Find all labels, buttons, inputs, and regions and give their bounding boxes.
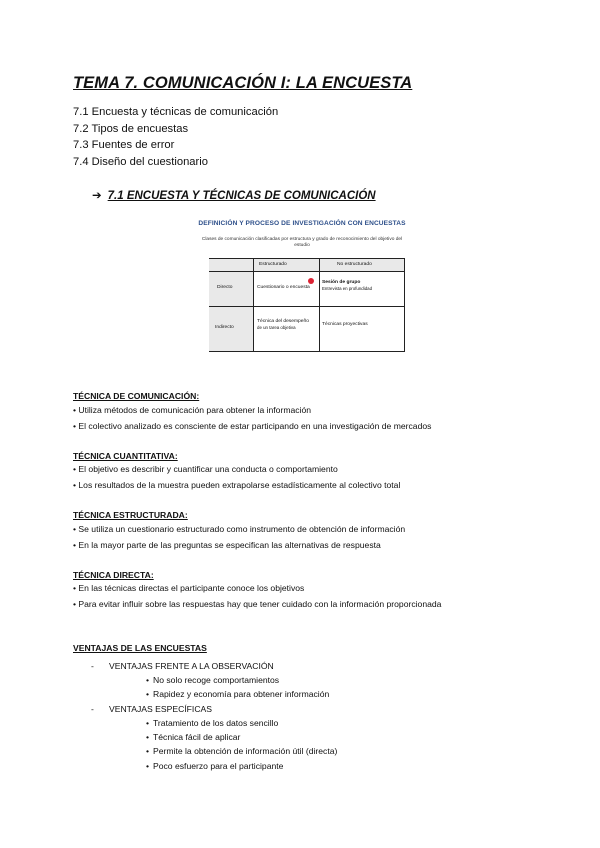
bullet-marker: • <box>146 718 150 728</box>
group-label: VENTAJAS FRENTE A LA OBSERVACIÓN <box>109 661 274 671</box>
table-line <box>209 306 405 307</box>
ventajas-items <box>146 673 329 701</box>
toc-item: 7.1 Encuesta y técnicas de comunicación <box>73 106 279 118</box>
figure-title: DEFINICIÓN Y PROCESO DE INVESTIGACIÓN CON ENCUESTAS <box>198 220 406 227</box>
bullet-list <box>73 403 431 434</box>
bullet-list <box>73 522 405 553</box>
table-cell: Técnicas proyectivas <box>322 322 368 327</box>
page-title: TEMA 7. COMUNICACIÓN I: LA ENCUESTA <box>73 74 413 92</box>
ventajas-group <box>91 659 274 673</box>
table-cell: Técnica del desempeño <box>257 319 309 324</box>
bullet-list <box>73 462 400 493</box>
bullet-marker: • <box>146 675 150 685</box>
list-item: • El colectivo analizado es consciente de estar participando en una investigación de mercados <box>73 420 432 431</box>
col-header: Estructurado <box>259 262 287 267</box>
list-item: • En la mayor parte de las preguntas se especifican las alternativas de respuesta <box>73 539 381 550</box>
list-item: • En las técnicas directas el participante conoce los objetivos <box>73 583 305 593</box>
toc-item: 7.3 Fuentes de error <box>73 139 175 151</box>
ventajas-items <box>146 716 337 773</box>
pin-icon <box>308 278 314 284</box>
list-item: • Poco esfuerzo para el participante <box>146 759 337 773</box>
table-line <box>404 258 405 352</box>
list-item: • Técnica fácil de aplicar <box>146 730 337 744</box>
table-line <box>319 258 320 352</box>
group-label: VENTAJAS ESPECÍFICAS <box>109 704 212 714</box>
list-item: • Tratamiento de los datos sencillo <box>146 716 337 730</box>
dash-marker: - <box>91 704 94 714</box>
table-cell: Cuestionario o encuesta <box>257 285 310 290</box>
communication-figure <box>195 218 409 352</box>
figure-table <box>209 258 405 368</box>
bullet-marker: • <box>146 732 150 743</box>
list-item: • Utiliza métodos de comunicación para obtener la información <box>73 405 312 415</box>
bullet-marker: • <box>146 689 150 700</box>
list-item: • Para evitar influir sobre las respuestas hay que tener cuidado con la información proporcionada <box>73 598 442 609</box>
list-item: • No solo recoge comportamientos <box>146 673 329 687</box>
block-heading: TÉCNICA DE COMUNICACIÓN: <box>73 391 200 401</box>
table-cell: Entrevista en profundidad <box>322 286 373 291</box>
bullet-marker: • <box>146 746 150 757</box>
table-line <box>209 351 405 352</box>
table-line <box>209 258 405 259</box>
block-heading: TÉCNICA ESTRUCTURADA: <box>73 510 188 520</box>
list-item: • El objetivo es describir y cuantificar una conducta o comportamiento <box>73 464 338 474</box>
table-line <box>253 258 254 352</box>
ventajas-heading: VENTAJAS DE LAS ENCUESTAS <box>73 643 207 653</box>
section-heading <box>92 188 376 202</box>
table-line <box>209 271 405 272</box>
block-heading: TÉCNICA CUANTITATIVA: <box>73 451 178 461</box>
ventajas-group <box>91 702 212 716</box>
table-cell: Sesión de grupo <box>322 280 361 285</box>
list-item: • Se utiliza un cuestionario estructurado como instrumento de obtención de información <box>73 524 406 534</box>
table-cell: de un tarea objetiva <box>257 325 296 330</box>
row-header: Directo <box>217 285 233 290</box>
dash-marker: - <box>91 661 94 671</box>
toc-item: 7.2 Tipos de encuestas <box>73 122 189 135</box>
block-heading: TÉCNICA DIRECTA: <box>73 570 154 580</box>
bullet-marker: • <box>146 760 150 771</box>
toc-item: 7.4 Diseño del cuestionario <box>73 155 208 168</box>
bullet-list <box>73 581 441 612</box>
list-item: • Los resultados de la muestra pueden extrapolarse estadísticamente al colectivo total <box>73 479 401 490</box>
list-item: • Permite la obtención de información útil (directa) <box>146 744 337 758</box>
row-header: Indirecto <box>215 325 234 330</box>
table-rowhead-shade <box>209 258 253 352</box>
table-of-contents <box>73 104 278 170</box>
arrow-right-icon: ➔ <box>92 190 102 202</box>
list-item: • Rapidez y economía para obtener información <box>146 687 329 701</box>
figure-subtitle: Clases de comunicación clasificadas por estructura y grado de reconocimiento del objetivo del estudio <box>201 237 403 248</box>
section-label: 7.1 ENCUESTA Y TÉCNICAS DE COMUNICACIÓN <box>107 190 376 202</box>
col-header: No estructurado <box>337 262 372 267</box>
